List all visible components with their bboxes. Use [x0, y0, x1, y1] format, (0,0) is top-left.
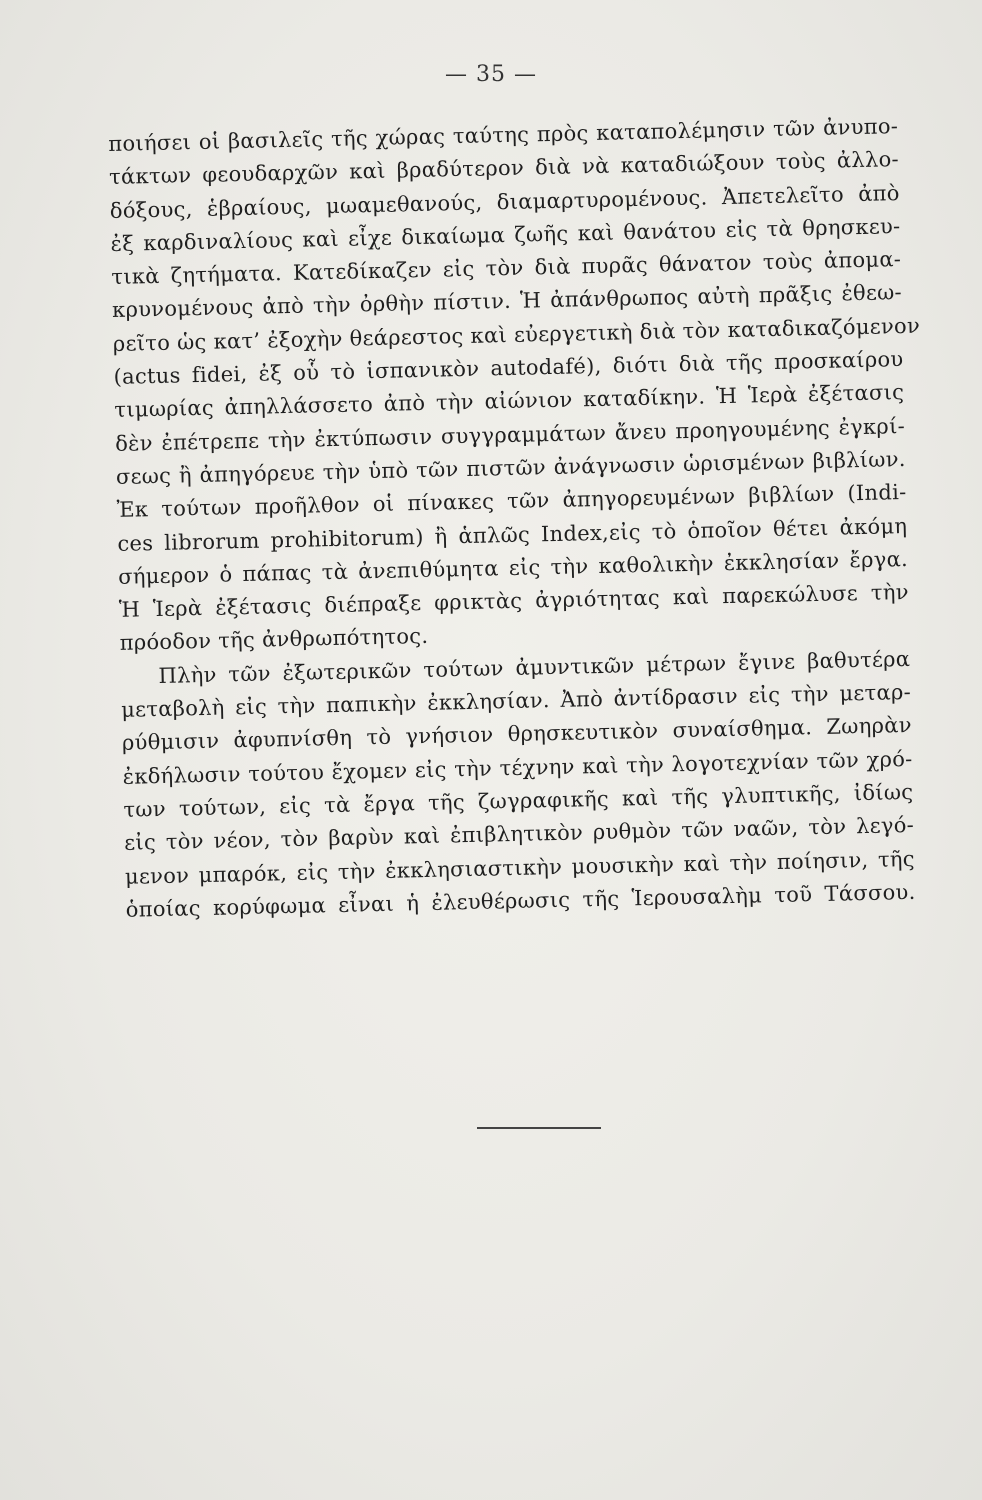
text-line: ἐξ καρδιναλίους καὶ εἶχε δικαίωμα ζωῆς καὶ θανάτου εἰς τὰ θρησκευ- — [110, 213, 901, 256]
text-line: τάκτων φεουδαρχῶν καὶ βραδύτερον διὰ νὰ καταδιώξουν τοὺς ἀλλο- — [108, 147, 900, 190]
text-line: δὲν ἐπέτρεπε τὴν ἐκτύπωσιν συγγραμμάτων ἄνευ προηγουμένης ἐγκρί- — [114, 413, 906, 456]
text-line: ρύθμισιν ἀφυπνίσθη τὸ γνήσιον θρησκευτικὸν συναίσθημα. Ζωηρὰν — [121, 713, 913, 756]
section-divider — [477, 1127, 601, 1129]
text-line: εἰς τὸν νέον, τὸν βαρὺν καὶ ἐπιβλητικὸν ρυθμὸν τῶν ναῶν, τὸν λεγό- — [123, 813, 915, 856]
text-line: Ἡ Ἱερὰ ἐξέτασις διέπραξε φρικτὰς ἀγριότητας καὶ παρεκώλυσε τὴν — [118, 580, 910, 623]
text-line: σεως ἢ ἀπηγόρευε τὴν ὑπὸ τῶν πιστῶν ἀνάγνωσιν ὡρισμένων βιβλίων. — [115, 446, 906, 489]
text-line: μενον μπαρόκ, εἰς τὴν ἐκκλησιαστικὴν μουσικὴν καὶ τὴν ποίησιν, τῆς — [124, 846, 916, 889]
text-line: ces librorum prohibitorum) ἢ ἁπλῶς Index,εἰς τὸ ὁποῖον θέτει ἀκόμη — [117, 513, 908, 556]
text-line: των τούτων, εἰς τὰ ἔργα τῆς ζωγραφικῆς καὶ τῆς γλυπτικῆς, ἰδίως — [123, 779, 914, 822]
text-line: κρυνομένους ἀπὸ τὴν ὀρθὴν πίστιν. Ἡ ἀπάνθρωπος αὐτὴ πρᾶξις ἐθεω- — [111, 280, 903, 323]
text-line: τικὰ ζητήματα. Κατεδίκαζεν εἰς τὸν διὰ πυρᾶς θάνατον τοὺς ἀπομα- — [111, 247, 902, 290]
text-line: δόξους, ἑβραίους, μωαμεθανούς, διαμαρτυρομένους. Ἀπετελεῖτο ἀπὸ — [109, 180, 900, 223]
text-line: τιμωρίας ἀπηλλάσσετο ἀπὸ τὴν αἰώνιον καταδίκην. Ἡ Ἱερὰ ἐξέτασις — [114, 380, 905, 423]
text-line: ποιήσει οἱ βασιλεῖς τῆς χώρας ταύτης πρὸς καταπολέμησιν τῶν ἀνυπο- — [108, 114, 899, 156]
body-text — [108, 110, 921, 927]
text-line: σήμερον ὁ πάπας τὰ ἀνεπιθύμητα εἰς τὴν καθολικὴν ἐκκλησίαν ἔργα. — [117, 546, 909, 589]
text-line: μεταβολὴ εἰς τὴν παπικὴν ἐκκλησίαν. Ἀπὸ ἀντίδρασιν εἰς τὴν μεταρ- — [120, 679, 912, 722]
text-line: Ἐκ τούτων προῆλθον οἱ πίνακες τῶν ἀπηγορευμένων βιβλίων (Indi- — [116, 480, 907, 523]
text-line: ὁποίας κορύφωμα εἶναι ἡ ἐλευθέρωσις τῆς Ἱερουσαλὴμ τοῦ Τάσσου. — [125, 879, 916, 922]
text-line: πρόοδον τῆς ἀνθρωπότητος. — [119, 624, 429, 656]
text-line: ρεῖτο ὡς κατ’ ἐξοχὴν θεάρεστος καὶ εὐεργετικὴ διὰ τὸν καταδικαζόμενον — [112, 313, 921, 356]
page-number: — 35 — — [445, 62, 537, 87]
text-line: ἐκδήλωσιν τούτου ἔχομεν εἰς τὴν τέχνην καὶ τὴν λογοτεχνίαν τῶν χρό- — [122, 746, 913, 789]
text-line: (actus fidei, ἐξ οὗ τὸ ἱσπανικὸν autodafé), διότι διὰ τῆς προσκαίρου — [113, 347, 904, 390]
text-line: Πλὴν τῶν ἐξωτερικῶν τούτων ἀμυντικῶν μέτρων ἔγινε βαθυτέρα — [158, 646, 911, 688]
